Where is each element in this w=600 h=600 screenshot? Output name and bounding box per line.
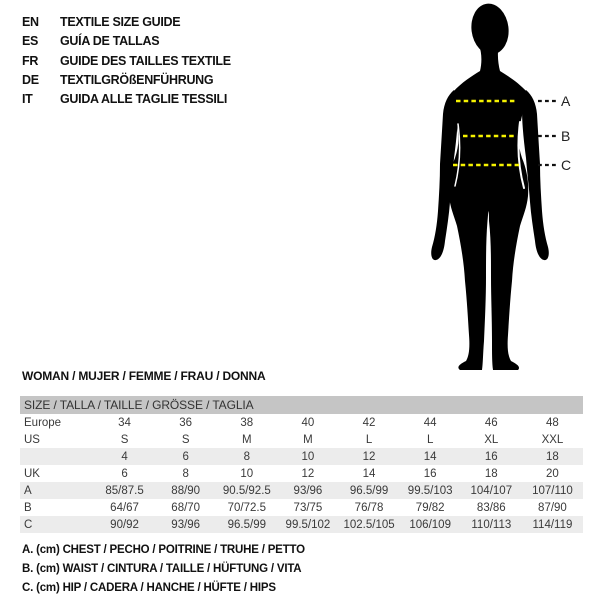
size-cell: 46	[484, 416, 498, 429]
legend-line: A. (cm) CHEST / PECHO / POITRINE / TRUHE / PETTO	[22, 544, 305, 556]
size-cell: L	[426, 433, 434, 446]
size-cell: 44	[423, 416, 437, 429]
row-label	[20, 448, 94, 465]
size-cell: 68/70	[171, 501, 201, 514]
size-cell: 6	[121, 467, 128, 480]
size-cell: XXL	[541, 433, 564, 446]
size-cell: 79/82	[415, 501, 445, 514]
size-cell: 16	[461, 448, 522, 465]
gender-section-title: WOMAN / MUJER / FEMME / FRAU / DONNA	[22, 369, 266, 383]
size-cell: 114/119	[522, 516, 583, 533]
size-cell: 64/67	[110, 501, 139, 514]
measurement-legend	[22, 541, 305, 599]
size-cell: 99.5/103	[400, 482, 461, 499]
size-cell: 20	[546, 467, 559, 480]
size-cell: 42	[362, 416, 376, 429]
language-code: DE	[22, 72, 39, 87]
size-cell: 106/109	[400, 516, 461, 533]
table-row	[20, 499, 583, 516]
language-title: GUIDE DES TAILLES TEXTILE	[60, 53, 231, 68]
size-cell: 88/90	[155, 482, 216, 499]
table-row	[20, 431, 583, 448]
size-cell: S	[181, 433, 190, 446]
language-title: GUIDA ALLE TAGLIE TESSILI	[60, 92, 228, 107]
size-cell: 36	[179, 416, 193, 429]
marker-label-b: B	[561, 128, 571, 144]
language-title: TEXTILE SIZE GUIDE	[60, 15, 181, 29]
size-cell: M	[303, 433, 313, 446]
row-label: UK	[24, 467, 40, 480]
language-row	[22, 90, 231, 109]
table-row	[20, 482, 583, 499]
size-cell: 107/110	[522, 482, 583, 499]
table-row	[20, 414, 583, 431]
size-cell: 18	[522, 448, 583, 465]
size-cell: 40	[301, 416, 315, 429]
size-cell: 93/96	[155, 516, 216, 533]
language-row	[22, 52, 231, 71]
size-cell: L	[365, 433, 373, 446]
size-table	[20, 396, 583, 533]
silhouette-shape	[431, 1, 549, 370]
language-row	[22, 13, 231, 32]
head-shape	[469, 1, 512, 56]
language-code: EN	[22, 15, 39, 29]
language-title: TEXTILGRÖßENFÜHRUNG	[60, 72, 214, 87]
size-cell: S	[120, 433, 129, 446]
size-cell: 12	[339, 448, 400, 465]
size-cell: 8	[216, 448, 277, 465]
size-cell: M	[242, 433, 252, 446]
table-row	[20, 516, 583, 533]
size-cell: 18	[484, 467, 498, 480]
size-table-header-row	[20, 396, 583, 414]
size-cell: 34	[118, 416, 131, 429]
size-cell: 83/86	[476, 501, 506, 514]
size-cell: 90.5/92.5	[216, 482, 277, 499]
size-cell: 8	[182, 467, 189, 480]
size-cell: 14	[362, 467, 376, 480]
size-cell: 96.5/99	[216, 516, 277, 533]
language-code: IT	[22, 92, 33, 107]
size-cell: 12	[301, 467, 315, 480]
size-cell: 73/75	[293, 501, 323, 514]
size-cell: 102.5/105	[339, 516, 400, 533]
size-cell: 10	[240, 467, 254, 480]
size-cell: 48	[546, 416, 559, 429]
row-label: US	[24, 433, 40, 446]
size-cell: 70/72.5	[227, 501, 266, 514]
size-cell: 110/113	[461, 516, 522, 533]
size-cell: 104/107	[461, 482, 522, 499]
language-code: FR	[22, 53, 39, 68]
legend-line: C. (cm) HIP / CADERA / HANCHE / HÜFTE / HIPS	[22, 582, 276, 595]
size-cell: 93/96	[277, 482, 338, 499]
woman-silhouette	[420, 0, 600, 372]
legend-line: B. (cm) WAIST / CINTURA / TAILLE / HÜFTUNG / VITA	[22, 563, 302, 576]
marker-label-a: A	[561, 93, 571, 109]
size-cell: 38	[240, 416, 254, 429]
language-row	[22, 32, 231, 51]
row-label: B	[24, 501, 32, 514]
size-table-header: SIZE / TALLA / TAILLE / GRÖSSE / TAGLIA	[20, 396, 583, 414]
row-label: Europe	[24, 416, 62, 429]
language-title: GUÍA DE TALLAS	[60, 34, 160, 49]
marker-label-c: C	[561, 157, 572, 173]
size-cell: 76/78	[354, 501, 384, 514]
size-cell: XL	[484, 433, 499, 446]
language-list	[22, 13, 231, 109]
table-row	[20, 465, 583, 482]
size-cell: 87/90	[538, 501, 567, 514]
size-cell: 6	[155, 448, 216, 465]
size-cell: 14	[400, 448, 461, 465]
language-code: ES	[22, 34, 39, 49]
size-cell: 99.5/102	[277, 516, 338, 533]
row-label: A	[20, 482, 94, 499]
size-cell: 85/87.5	[94, 482, 155, 499]
woman-silhouette-figure	[420, 0, 600, 372]
row-label: C	[20, 516, 94, 533]
language-row	[22, 71, 231, 90]
torso-legs-shape	[449, 45, 529, 370]
size-cell: 96.5/99	[339, 482, 400, 499]
size-cell: 16	[423, 467, 437, 480]
table-row	[20, 448, 583, 465]
size-cell: 10	[277, 448, 338, 465]
size-cell: 90/92	[94, 516, 155, 533]
size-cell: 4	[94, 448, 155, 465]
